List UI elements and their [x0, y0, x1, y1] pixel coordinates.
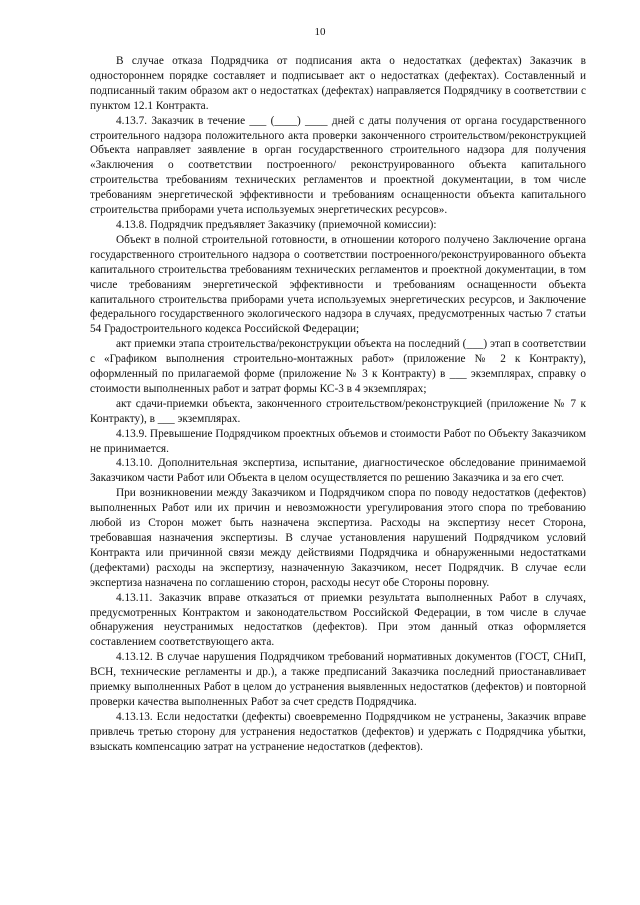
- paragraph-4-13-11: 4.13.11. Заказчик вправе отказаться от приемки результата выполненных Работ в случаях, предусмотренных Контрактом и законодательством Российской Федерации, в том числе в случае обнаружения неустранимых недостатков (дефектов). При этом данный отказ оформляется составлением соответствующего акта.: [90, 591, 586, 649]
- paragraph-refusal-act: В случае отказа Подрядчика от подписания акта о недостатках (дефектах) Заказчик в одностороннем порядке составляет и подписывает акт о недостатках (дефектах). Составленный и подписанный таким образом акт о недостатках (дефектах) направляется Подрядчику в соответствии с пунктом 12.1 Контракта.: [90, 55, 586, 112]
- paragraph-handover-act: акт сдачи-приемки объекта, законченного строительством/реконструкцией (приложение № 7 к Контракту), в ___ экземплярах.: [90, 397, 586, 425]
- paragraph-4-13-10: 4.13.10. Дополнительная экспертиза, испытание, диагностическое обследование принимаемой Заказчиком части Работ или Объекта в целом осуществляется по решению Заказчика и за его счет.: [90, 457, 586, 485]
- paragraph-4-13-12: 4.13.12. В случае нарушения Подрядчиком требований нормативных документов (ГОСТ, СНиП, ВСН, технические регламенты и др.), а также предписаний Заказчика последний приостанавливает приемку выполненных Работ в целом до устранения выявленных недостатков (дефектов) и повторной проверки качества выполненных Работ за счет средств Подрядчика.: [90, 651, 586, 708]
- paragraph-4-13-7: 4.13.7. Заказчик в течение ___ (____) ____ дней с даты получения от органа государственного строительного надзора положительного акта проверки законченного строительством/реконструкцией Объекта направляет заявление в орган государственного строительного надзора для получения «Заключения о соответствии построенного/ реконструированного объекта капитального строительства требованиям технических регламентов и проектной документации, в том числе требованиям энергетической эффективности и требованиям оснащенности объекта капитального строительства приборами учета используемых энергетических ресурсов».: [90, 114, 586, 217]
- paragraph-4-13-13: 4.13.13. Если недостатки (дефекты) своевременно Подрядчиком не устранены, Заказчик вправе привлечь третью сторону для устранения недостатков (дефектов) и удержать с Подрядчика убытки, взыскать компенсацию затрат на устранение недостатков (дефектов).: [90, 710, 586, 753]
- paragraph-4-13-9: 4.13.9. Превышение Подрядчиком проектных объемов и стоимости Работ по Объекту Заказчиком не принимается.: [90, 427, 586, 455]
- paragraph-dispute-expertise: При возникновении между Заказчиком и Подрядчиком спора по поводу недостатков (дефектов) выполненных Работ или их причин и невозможности урегулирования этого спора по требованию любой из Сторон может быть назначена экспертиза. Расходы на экспертизу несет Сторона, требовавшая назначения экспертизы. В случае установления нарушений Подрядчиком условий Контракта или причинной связи между действиями Подрядчика и обнаруженными недостатками (дефектами) расходы на экспертизу, назначенную Заказчиком, несет Подрядчик. В случае если экспертиза назначена по соглашению сторон, расходы несут обе Стороны поровну.: [90, 487, 586, 589]
- paragraph-object-readiness: Объект в полной строительной готовности, в отношении которого получено Заключение органа государственного строительного надзора о соответствии построенного/реконструированного объекта капитального строительства требованиям технических регламентов и проектной документации, в том числе требованиям энергетической эффективности и требованиям оснащенности объекта капитального строительства приборами учета используемых энергетических ресурсов, и Заключение федерального государственного экологического надзора в случаях, предусмотренных частью 7 статьи 54 Градостроительного кодекса Российской Федерации;: [90, 233, 586, 336]
- page-number: 10: [314, 26, 326, 38]
- paragraph-4-13-8: 4.13.8. Подрядчик предъявляет Заказчику (приемочной комиссии):: [116, 218, 437, 231]
- paragraph-acceptance-act: акт приемки этапа строительства/реконструкции объекта на последний (___) этап в соответствии с «Графиком выполнения строительно-монтажных работ» (приложение № 2 к Контракту), оформленный по прилагаемой форме (приложение № 3 к Контракту) в ___ экземплярах, справку о стоимости выполненных работ и затрат формы КС-3 в 4 экземплярах;: [90, 338, 586, 395]
- document-body: [90, 54, 586, 755]
